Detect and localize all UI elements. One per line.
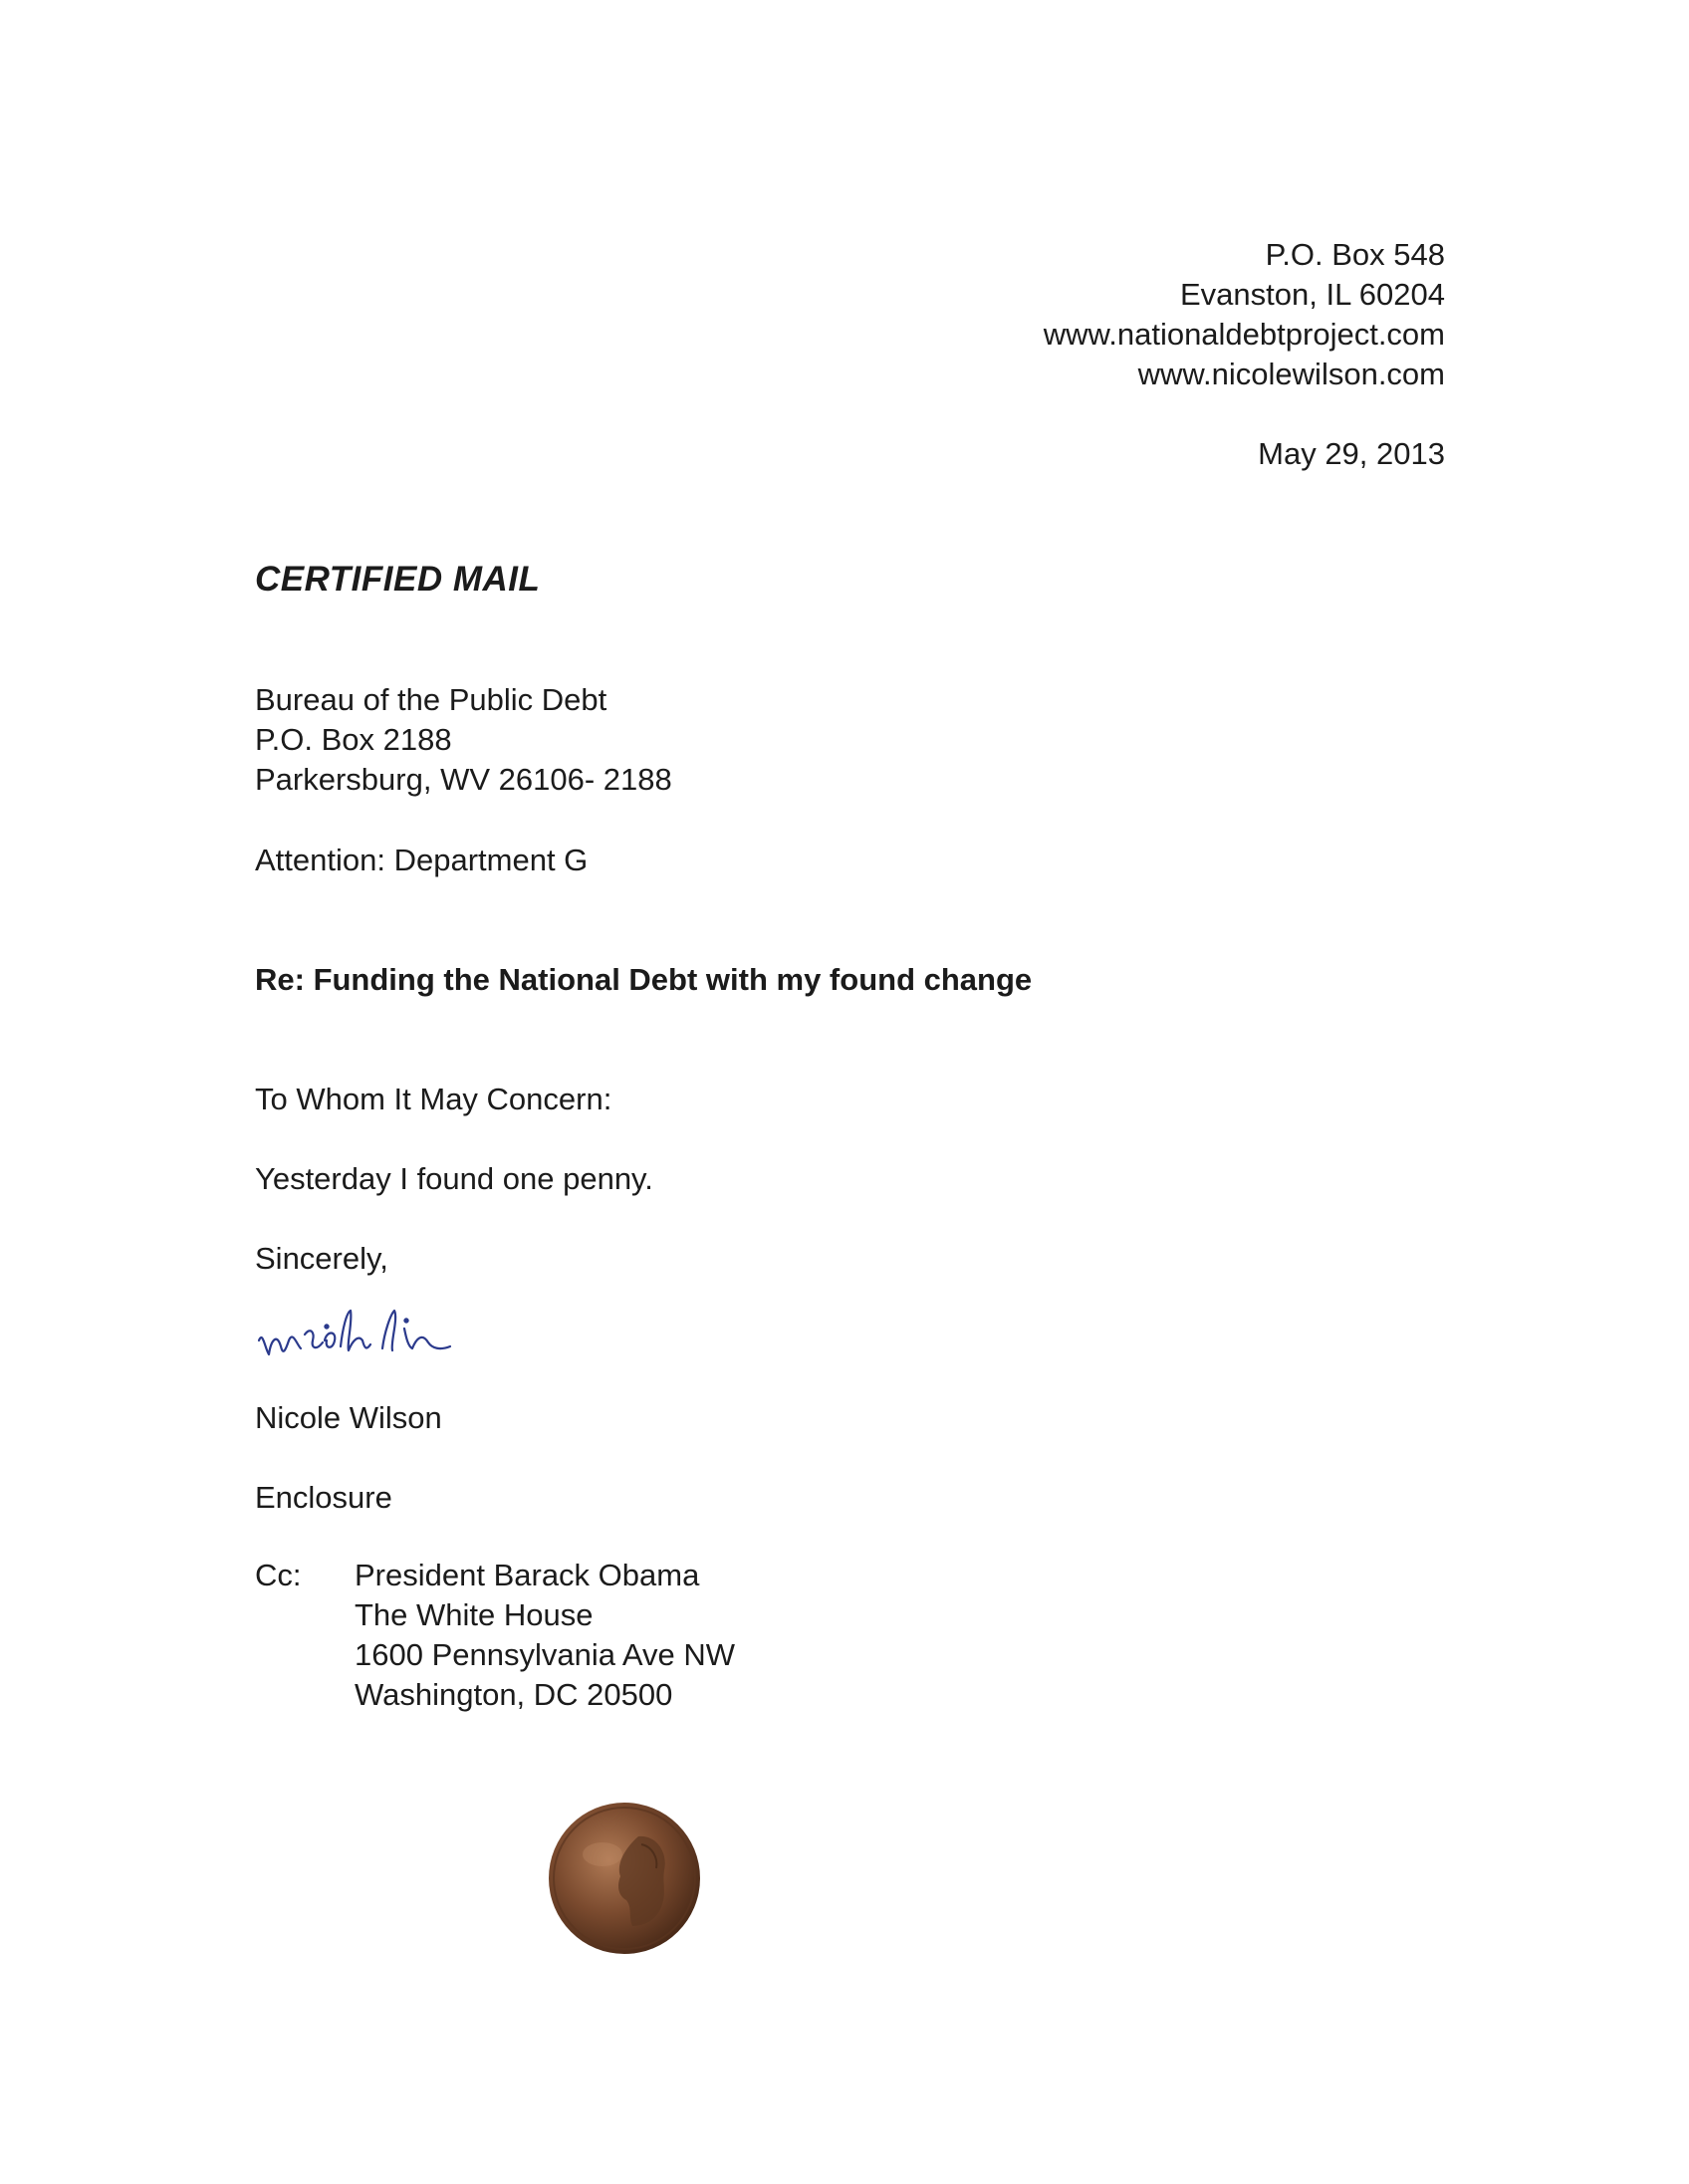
subject-line: Re: Funding the National Debt with my found change — [255, 962, 1033, 997]
return-address-website: www.nationaldebtproject.com — [1043, 317, 1445, 352]
return-address-website: www.nicolewilson.com — [1137, 357, 1445, 391]
letter-body: Yesterday I found one penny. — [255, 1161, 653, 1196]
return-address-line: Evanston, IL 60204 — [1180, 277, 1445, 312]
closing: Sincerely, — [255, 1241, 388, 1276]
handwritten-signature — [255, 1283, 594, 1372]
cc-line: President Barack Obama — [355, 1558, 700, 1592]
cc-line: Washington, DC 20500 — [355, 1677, 673, 1712]
enclosed-penny-image — [547, 1801, 702, 1956]
signer-name: Nicole Wilson — [255, 1400, 442, 1435]
cc-label: Cc: — [255, 1558, 302, 1592]
salutation: To Whom It May Concern: — [255, 1082, 612, 1116]
enclosure-notation: Enclosure — [255, 1480, 392, 1515]
cc-line: The White House — [355, 1597, 594, 1632]
return-address-line: P.O. Box 548 — [1265, 237, 1445, 272]
recipient-address — [255, 680, 672, 800]
letter-date: May 29, 2013 — [1258, 436, 1445, 471]
recipient-line: Bureau of the Public Debt — [255, 682, 607, 717]
attention-line: Attention: Department G — [255, 843, 589, 877]
recipient-line: P.O. Box 2188 — [255, 722, 452, 757]
certified-mail-heading: CERTIFIED MAIL — [255, 560, 541, 599]
return-address — [1044, 235, 1445, 394]
cc-line: 1600 Pennsylvania Ave NW — [355, 1637, 735, 1672]
recipient-line: Parkersburg, WV 26106- 2188 — [255, 762, 672, 797]
cc-address — [355, 1556, 735, 1715]
